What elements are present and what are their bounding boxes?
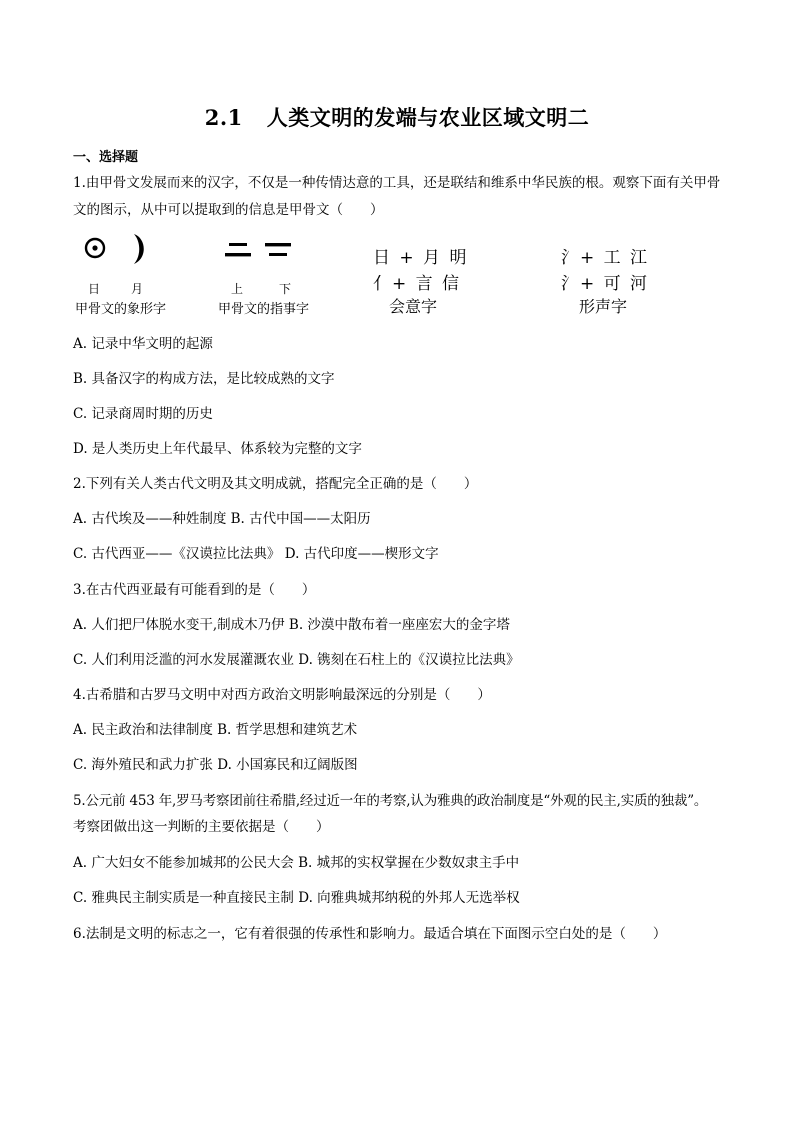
q1-option-c: C. 记录商周时期的历史 xyxy=(73,406,213,422)
label-ri: 日 xyxy=(88,282,101,296)
phono-formula-jiang: 氵+ 工 江 xyxy=(561,248,650,268)
label-yue: 月 xyxy=(131,282,144,296)
sun-glyph-icon xyxy=(83,236,107,260)
q1-option-b: B. 具备汉字的构成方法，是比较成熟的文字 xyxy=(73,371,335,387)
q3-option-cd: C. 人们利用泛滥的河水发展灌溉农业 D. 镌刻在石柱上的《汉谟拉比法典》 xyxy=(73,652,520,668)
q3-option-ab: A. 人们把尸体脱水变干,制成木乃伊 B. 沙漠中散布着一座座宏大的金字塔 xyxy=(73,617,510,633)
q2-option-cd: C. 古代西亚——《汉谟拉比法典》 D. 古代印度——楔形文字 xyxy=(73,546,439,562)
q3-stem: 3.在古代西亚最有可能看到的是（ ） xyxy=(73,582,316,598)
q1-figure xyxy=(73,228,693,323)
q1-option-d: D. 是人类历史上年代最早、体系较为完整的文字 xyxy=(73,441,362,457)
q6-stem: 6.法制是文明的标志之一，它有着很强的传承性和影响力。最适合填在下面图示空白处的是（ ） xyxy=(73,926,667,942)
q5-stem-line1: 5.公元前 453 年,罗马考察团前往希腊,经过近一年的考察,认为雅典的政治制度是“外观的民主,实质的独裁”。 xyxy=(73,793,708,809)
indicative-caption: 甲骨文的指事字 xyxy=(218,302,310,317)
q4-stem: 4.古希腊和古罗马文明中对西方政治文明影响最深远的分别是（ ） xyxy=(73,687,491,703)
q5-option-ab: A. 广大妇女不能参加城邦的公民大会 B. 城邦的实权掌握在少数奴隶主手中 xyxy=(73,855,520,871)
phono-formula-he: 氵+ 可 河 xyxy=(561,274,650,294)
moon-glyph-icon xyxy=(128,232,150,266)
section-heading: 一、选择题 xyxy=(73,150,139,165)
q5-stem-line2: 考察团做出这一判断的主要依据是（ ） xyxy=(73,819,330,835)
label-xia: 下 xyxy=(279,282,292,296)
q2-stem: 2.下列有关人类古代文明及其文明成就，搭配完全正确的是（ ） xyxy=(73,476,478,492)
page-title xyxy=(0,102,794,132)
q1-option-a: A. 记录中华文明的起源 xyxy=(73,336,213,352)
q5-option-cd: C. 雅典民主制实质是一种直接民主制 D. 向雅典城邦纳税的外邦人无选举权 xyxy=(73,890,520,906)
compound-formula-ming: 日 + 月 明 xyxy=(373,248,469,268)
title-text: 人类文明的发端与农业区域文明二 xyxy=(266,105,590,130)
compound-caption: 会意字 xyxy=(389,297,438,316)
phono-caption: 形声字 xyxy=(579,297,628,316)
compound-formula-xin: 亻+ 言 信 xyxy=(373,274,462,294)
q4-option-cd: C. 海外殖民和武力扩张 D. 小国寡民和辽阔版图 xyxy=(73,757,358,773)
pictograph-caption: 甲骨文的象形字 xyxy=(75,302,167,317)
label-shang: 上 xyxy=(231,282,244,296)
q2-option-ab: A. 古代埃及——种姓制度 B. 古代中国——太阳历 xyxy=(73,511,371,527)
q1-stem: 1.由甲骨文发展而来的汉字，不仅是一种传情达意的工具，还是联结和维系中华民族的根。观察下面有关甲骨文的图示，从中可以提取到的信息是甲骨文（ ） xyxy=(73,175,721,218)
shang-glyph-icon xyxy=(223,240,253,260)
q4-option-ab: A. 民主政治和法律制度 B. 哲学思想和建筑艺术 xyxy=(73,722,358,738)
title-number: 2.1 xyxy=(204,105,243,130)
xia-glyph-icon xyxy=(263,240,293,260)
